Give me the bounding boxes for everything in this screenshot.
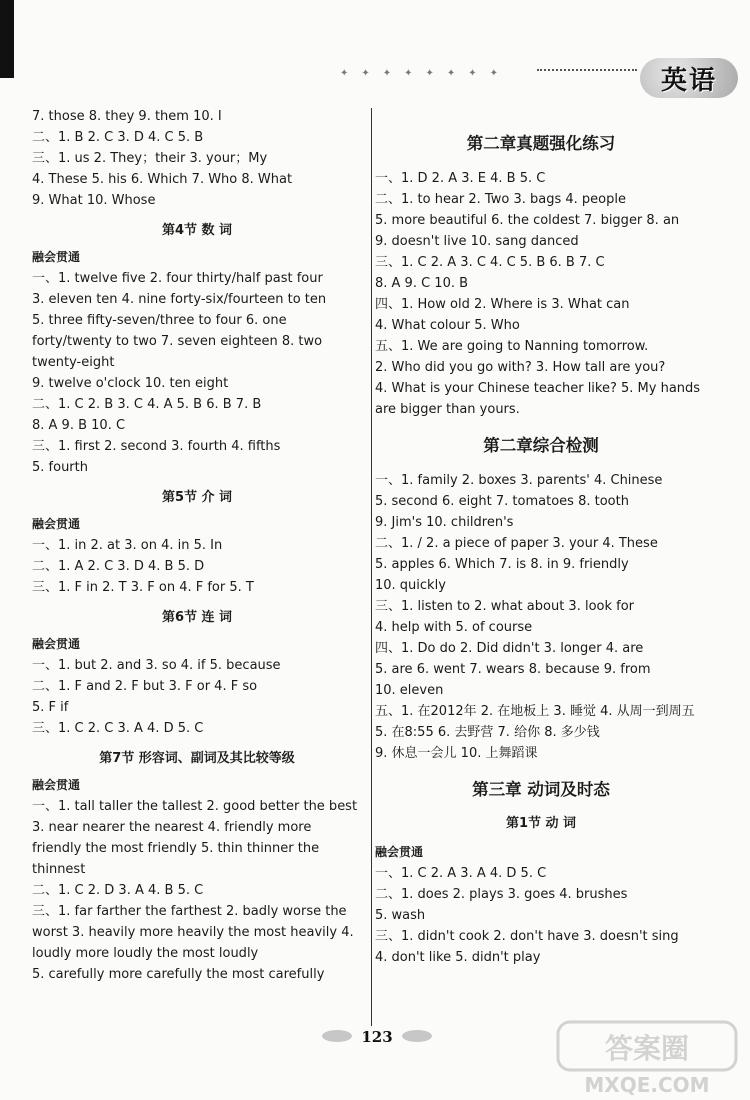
answer-line: 二、1. F and 2. F but 3. F or 4. F so xyxy=(32,679,258,694)
section-heading: 第4节 数 词 xyxy=(161,223,233,238)
chapter-heading: 第二章综合检测 xyxy=(483,436,599,455)
answer-line: 四、1. How old 2. Where is 3. What can xyxy=(375,297,630,312)
leaf-ornament-left xyxy=(322,1030,352,1042)
subject-badge xyxy=(640,58,738,98)
page-number-ornament xyxy=(322,1022,432,1052)
watermark-text-url: MXQE.COM xyxy=(584,1073,710,1097)
answer-line: 三、1. C 2. A 3. C 4. C 5. B 6. B 7. C xyxy=(375,255,605,270)
answer-line: 三、1. didn't cook 2. don't have 3. doesn't sing xyxy=(375,929,679,944)
answer-line: 5. three fifty-seven/three to four 6. one forty/twenty to two 7. seven eighteen 8. two twenty-eight xyxy=(32,313,323,370)
answer-line: 三、1. us 2. They；their 3. your；My xyxy=(32,151,268,166)
answer-line: 一、1. in 2. at 3. on 4. in 5. In xyxy=(32,538,223,553)
answer-line: 5. are 6. went 7. wears 8. because 9. from xyxy=(375,662,651,677)
leaf-ornament-right xyxy=(402,1030,432,1042)
section-heading: 第1节 动 词 xyxy=(505,816,577,831)
answer-line: 5. wash xyxy=(375,908,426,923)
answer-line: 9. What 10. Whose xyxy=(32,193,156,208)
watermark-logo xyxy=(552,1018,742,1098)
answer-line: 二、1. C 2. B 3. C 4. A 5. B 6. B 7. B xyxy=(32,397,262,412)
answer-line: 三、1. far farther the farthest 2. badly worse the worst 3. heavily more heavily the most heavily 4. loudly more loudly the most loudly xyxy=(32,904,354,961)
answer-line: 五、1. We are going to Nanning tomorrow. xyxy=(375,339,649,354)
section-heading: 第5节 介 词 xyxy=(161,490,233,505)
answer-line: 2. Who did you go with? 3. How tall are you? xyxy=(375,360,666,375)
page-number: 123 xyxy=(361,1028,393,1046)
subsection-label: 融会贯通 xyxy=(32,637,81,651)
answer-line: 9. Jim's 10. children's xyxy=(375,515,514,530)
subsection-label: 融会贯通 xyxy=(32,517,81,531)
answer-line: 5. F if xyxy=(32,700,69,715)
answer-line: 三、1. first 2. second 3. fourth 4. fifths xyxy=(32,439,281,454)
answer-line: 4. don't like 5. didn't play xyxy=(375,950,541,965)
answer-line: 一、1. family 2. boxes 3. parents' 4. Chinese xyxy=(375,473,663,488)
answer-line: 10. quickly xyxy=(375,578,446,593)
subsection-label: 融会贯通 xyxy=(32,778,81,792)
answer-line: 二、1. does 2. plays 3. goes 4. brushes xyxy=(375,887,628,902)
answer-line: 9. twelve o'clock 10. ten eight xyxy=(32,376,229,391)
answer-line: 8. A 9. B 10. C xyxy=(32,418,126,433)
answer-line: 五、1. 在2012年 2. 在地板上 3. 睡觉 4. 从周一到周五 5. 在8:55 6. 去野营 7. 给你 8. 多少钱 xyxy=(375,704,695,740)
answer-line: 4. What is your Chinese teacher like? 5. My hands are bigger than yours. xyxy=(375,381,701,417)
answer-line: 二、1. B 2. C 3. D 4. C 5. B xyxy=(32,130,204,145)
answer-line: 三、1. C 2. C 3. A 4. D 5. C xyxy=(32,721,204,736)
subsection-label: 融会贯通 xyxy=(375,845,424,859)
answer-line: 四、1. Do do 2. Did didn't 3. longer 4. are xyxy=(375,641,644,656)
header-dotted-line xyxy=(537,69,637,71)
answer-line: 3. eleven ten 4. nine forty-six/fourteen to ten xyxy=(32,292,327,307)
section-heading: 第7节 形容词、副词及其比较等级 xyxy=(99,751,295,766)
section-heading: 第6节 连 词 xyxy=(161,610,233,625)
subject-label: 英语 xyxy=(660,65,717,96)
header-decoration: ✦✦✦✦✦✦✦✦ xyxy=(340,68,512,79)
column-divider xyxy=(371,108,372,1026)
answer-line: 三、1. listen to 2. what about 3. look for xyxy=(375,599,635,614)
answer-line: 二、1. A 2. C 3. D 4. B 5. D xyxy=(32,559,205,574)
answer-line: 5. more beautiful 6. the coldest 7. bigger 8. an xyxy=(375,213,680,228)
answer-line: 一、1. tall taller the tallest 2. good better the best 3. near nearer the nearest 4. friendly more friendly the most friendly 5. thin thinner the thinnest xyxy=(32,799,358,877)
answer-line: 一、1. D 2. A 3. E 4. B 5. C xyxy=(375,171,546,186)
answer-line: 一、1. but 2. and 3. so 4. if 5. because xyxy=(32,658,281,673)
chapter-heading: 第三章 动词及时态 xyxy=(472,780,610,799)
answer-line: 二、1. to hear 2. Two 3. bags 4. people xyxy=(375,192,626,207)
answer-line: 7. those 8. they 9. them 10. I xyxy=(32,109,222,124)
chapter-heading: 第二章真题强化练习 xyxy=(466,134,616,153)
subsection-label: 融会贯通 xyxy=(32,250,81,264)
answer-line: 8. A 9. C 10. B xyxy=(375,276,469,291)
answer-line: 一、1. C 2. A 3. A 4. D 5. C xyxy=(375,866,547,881)
answer-line: 二、1. C 2. D 3. A 4. B 5. C xyxy=(32,883,204,898)
answer-line: 10. eleven xyxy=(375,683,444,698)
answer-line: 二、1. / 2. a piece of paper 3. your 4. These xyxy=(375,536,658,551)
answer-line: 9. 休息一会儿 10. 上舞蹈课 xyxy=(375,746,538,761)
answer-line: 三、1. F in 2. T 3. F on 4. F for 5. T xyxy=(32,580,254,595)
answer-line: 一、1. twelve five 2. four thirty/half past four xyxy=(32,271,323,286)
right-column xyxy=(375,106,707,968)
answer-line: 9. doesn't live 10. sang danced xyxy=(375,234,579,249)
watermark-text-cn: 答案圈 xyxy=(604,1032,690,1065)
answer-line: 5. apples 6. Which 7. is 8. in 9. friendly xyxy=(375,557,629,572)
answer-line: 4. What colour 5. Who xyxy=(375,318,520,333)
answer-line: 4. help with 5. of course xyxy=(375,620,533,635)
page-edge-bar xyxy=(0,0,14,78)
answer-line: 5. second 6. eight 7. tomatoes 8. tooth xyxy=(375,494,629,509)
answer-line: 4. These 5. his 6. Which 7. Who 8. What xyxy=(32,172,293,187)
left-column xyxy=(32,106,362,985)
answer-line: 5. carefully more carefully the most carefully xyxy=(32,967,325,982)
answer-line: 5. fourth xyxy=(32,460,88,475)
